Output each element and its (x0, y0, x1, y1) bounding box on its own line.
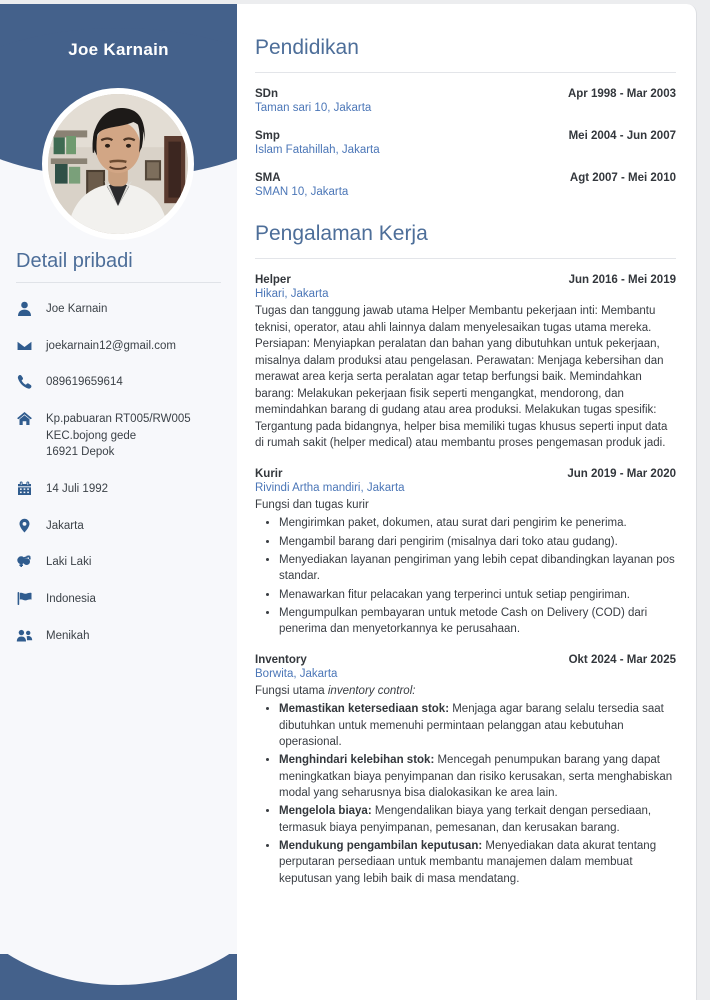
education-entry (255, 130, 676, 156)
people-icon (16, 628, 33, 643)
flag-icon (16, 591, 33, 606)
school-place: SMAN 10, Jakarta (255, 186, 349, 198)
job-dates: Jun 2016 - Mei 2019 (568, 274, 676, 286)
detail-marital-value: Menikah (46, 629, 90, 642)
school-place: Islam Fatahillah, Jakarta (255, 144, 380, 156)
gender-icon (16, 554, 33, 569)
detail-name-value: Joe Karnain (46, 303, 108, 315)
job-duty: • Menghindari kelebihan stok: Mencegah penumpukan barang yang dapat meningkatkan biaya penyimpanan dan risiko kerusakan, serta menghabiskan modal yang seharusnya bisa dialokasikan ke area lain. (279, 752, 676, 801)
job-duty: • Menyediakan layanan pengiriman yang lebih cepat dibandingkan layanan pos standar. (279, 552, 676, 585)
education-entry (255, 172, 676, 198)
school-name: Smp (255, 130, 280, 142)
cv-page (0, 4, 697, 1000)
job-dates: Okt 2024 - Mar 2025 (568, 653, 676, 666)
experience-title: Pengalaman Kerja (255, 222, 676, 259)
education-dates: Agt 2007 - Mei 2010 (569, 172, 676, 184)
job-duty: • Mengambil barang dari pengirim (misalnya dari toko atau gudang). (279, 534, 676, 550)
detail-item-marital-status (16, 628, 221, 645)
profile-name: Joe Karnain (68, 40, 169, 59)
job-company: Rivindi Artha mandiri, Jakarta (255, 481, 405, 494)
job-duty: • Mengirimkan paket, dokumen, atau surat dari pengirim ke penerima. (279, 515, 676, 531)
experience-entry-helper (255, 274, 676, 452)
job-duty: • Mengelola biaya: Mengendalikan biaya yang terkait dengan persediaan, termasuk biaya penyimpanan, pemesanan, dan kerusakan barang. (279, 803, 676, 836)
details-section-title: Detail pribadi (16, 250, 221, 283)
footer-curve-shape (0, 705, 237, 985)
detail-city-value: Jakarta (46, 519, 84, 532)
experience-entry-inventory (255, 654, 676, 887)
school-name: SDn (255, 88, 278, 100)
job-duty: • Mengumpulkan pembayaran untuk metode Cash on Delivery (COD) dari penerima dan menyetorkannya ke perusahaan. (279, 605, 676, 638)
sidebar (0, 4, 237, 1000)
job-duty-list (255, 515, 676, 637)
calendar-icon (16, 481, 33, 496)
detail-item-phone (16, 374, 221, 391)
detail-item-birthdate (16, 481, 221, 498)
job-role: Helper (255, 274, 291, 286)
job-company: Borwita, Jakarta (255, 667, 338, 680)
main-content (237, 4, 696, 1000)
detail-item-nationality (16, 591, 221, 608)
job-duty: • Menawarkan fitur pelacakan yang terperinci untuk setiap pengiriman. (279, 587, 676, 603)
phone-icon (16, 374, 33, 389)
user-icon (16, 301, 33, 316)
detail-gender-value: Laki Laki (46, 556, 92, 569)
job-duty: • Memastikan ketersediaan stok: Menjaga agar barang selalu tersedia saat dibutuhkan untuk memenuhi permintaan pelanggan atau kebutuhan operasional. (279, 701, 676, 750)
job-intro: Fungsi dan tugas kurir (255, 498, 369, 511)
detail-item-name (16, 301, 221, 318)
detail-email-value: joekarnain12@gmail.com (46, 339, 176, 352)
detail-phone-value: 089619659614 (46, 376, 123, 389)
detail-address-value: Kp.pabuaran RT005/RW005 KEC.bojong gede 16921 Depok (46, 413, 191, 459)
education-entry (255, 88, 676, 114)
education-title: Pendidikan (255, 36, 676, 73)
school-name: SMA (255, 172, 281, 184)
home-icon (16, 411, 33, 426)
experience-entry-kurir (255, 468, 676, 638)
job-duty-list (255, 701, 676, 887)
detail-nationality-value: Indonesia (46, 593, 96, 606)
job-description: Tugas dan tanggung jawab utama Helper Membantu pekerjaan inti: Membantu teknisi, operator, atau ahli lainnya dalam menyelesaikan tugas utama mereka. Persiapan: Menyiapkan peralatan dan bahan yang dibutuhkan untuk pekerjaan, misalnya dalam produksi atau pengelasan. Perawatan: Menjaga kebersihan dan merawat area kerja serta peralatan agar tetap berfungsi baik. Memindahkan barang: Melakukan pekerjaan fisik seperti mengangkat, mendorong, dan memindahkan barang di gudang atau area produksi. Melakukan tugas spesifik: Tergantung pada bidangnya, helper bisa memiliki tugas khusus seperti input data di rumah sakit (helper medical) atau membantu proses pengemasan produk jadi. (255, 305, 668, 450)
education-dates: Mei 2004 - Jun 2007 (568, 130, 676, 142)
job-role: Inventory (255, 653, 307, 666)
job-intro: Fungsi utama inventory control: (255, 684, 416, 697)
school-place: Taman sari 10, Jakarta (255, 102, 372, 114)
experience-section (255, 222, 676, 887)
detail-item-gender (16, 554, 221, 571)
job-company: Hikari, Jakarta (255, 288, 329, 300)
job-role: Kurir (255, 467, 283, 480)
mail-icon (16, 338, 33, 353)
job-intro-italic: inventory control: (327, 684, 416, 697)
education-dates: Apr 1998 - Mar 2003 (567, 88, 676, 100)
education-section (255, 36, 676, 198)
job-dates: Jun 2019 - Mar 2020 (567, 467, 676, 480)
location-pin-icon (16, 518, 33, 533)
detail-item-city (16, 518, 221, 535)
detail-birthdate-value: 14 Juli 1992 (46, 483, 109, 496)
detail-item-address (16, 411, 221, 461)
detail-item-email (16, 338, 221, 355)
job-duty: • Mendukung pengambilan keputusan: Menyediakan data akurat tentang perputaran persediaan untuk membantu manajemen dalam membuat keputusan yang lebih baik di masa mendatang. (279, 838, 676, 887)
